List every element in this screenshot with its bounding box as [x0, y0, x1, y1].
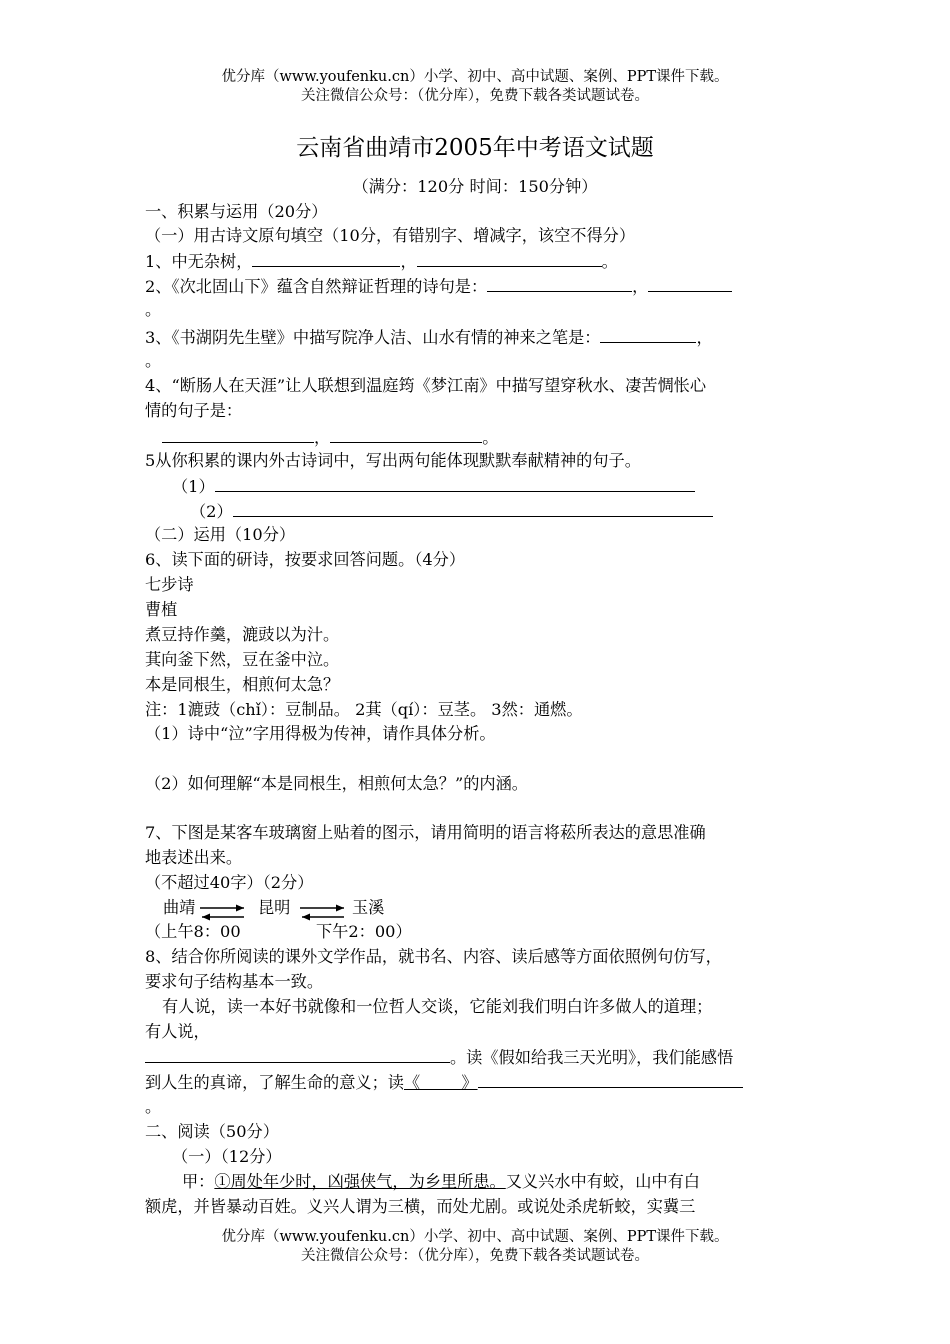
separator-period: 。 — [145, 300, 162, 319]
route-stop-yuxi: 玉溪 — [352, 898, 385, 917]
question-4-line1: 4、“断肠人在天涯”让人联想到温庭筠《梦江南》中描写望穿秋水、凄苦惆怅心 — [145, 376, 707, 395]
poem-title: 七步诗 — [145, 575, 194, 594]
passage-text: 又义兴水中有蛟，山中有白 — [505, 1172, 700, 1191]
question-1-text: 1、中无杂树， — [145, 252, 253, 271]
separator-comma: ， — [696, 328, 713, 347]
question-7-line3: （不超过40字）（2分） — [145, 873, 314, 892]
separator-comma: ， — [400, 252, 417, 271]
question-2 — [145, 275, 732, 298]
subsection-heading-1: （一）用古诗文原句填空（10分，有错别字、增减字，该空不得分） — [145, 226, 636, 245]
question-5-item-1 — [172, 475, 695, 498]
answer-line[interactable] — [215, 475, 695, 492]
route-time-afternoon: 下午2：00） — [316, 922, 412, 941]
question-5: 5从你积累的课内外古诗词中，写出两句能体现默默奉献精神的句子。 — [145, 451, 641, 470]
question-4-answer — [162, 426, 498, 449]
question-8-line1: 8、结合你所阅读的课外文学作品，就书名、内容、读后感等方面依照例句仿写， — [145, 947, 722, 966]
question-8-text: 。读《假如给我三天光明》，我们能感悟 — [450, 1048, 734, 1067]
answer-blank[interactable] — [252, 250, 400, 267]
section-heading-2: 二、阅读（50分） — [145, 1122, 279, 1141]
question-8-line5 — [145, 1046, 733, 1069]
two-way-arrow-icon — [300, 902, 346, 922]
question-8-line2: 要求句子结构基本一致。 — [145, 972, 324, 991]
route-time-morning: （上午8：00 — [145, 922, 241, 941]
separator-comma: ， — [632, 277, 649, 296]
answer-blank[interactable] — [487, 275, 632, 292]
passage-underlined-sentence: ①周处年少时，凶强侠气，为乡里所患。 — [214, 1172, 506, 1191]
poem-author: 曹植 — [145, 600, 178, 619]
answer-blank[interactable] — [648, 275, 732, 292]
answer-line[interactable] — [233, 500, 713, 517]
poem-line-3: 本是同根生，相煎何太急？ — [145, 675, 340, 694]
question-8-line6 — [145, 1071, 743, 1094]
page-header-line1: 优分库（www.youfenku.cn）小学、初中、高中试题、案例、PPT课件下载。 — [221, 69, 729, 85]
poem-line-1: 煮豆持作羹，漉豉以为汁。 — [145, 625, 340, 644]
question-8-line4: 有人说， — [145, 1022, 210, 1041]
two-way-arrow-icon — [200, 902, 246, 922]
answer-blank[interactable] — [600, 326, 696, 343]
question-3-text: 3、《书湖阴先生壁》中描写院净人洁、山水有情的神来之笔是： — [145, 328, 601, 347]
question-1 — [145, 250, 618, 273]
question-4-line2: 情的句子是： — [145, 401, 243, 420]
route-stop-qujing: 曲靖 — [163, 898, 196, 917]
subsection-heading-2: （二）运用（10分） — [145, 525, 296, 544]
item-label: （2） — [190, 502, 233, 521]
exam-title: 云南省曲靖市2005年中考语文试题 — [296, 135, 654, 161]
separator-period: 。 — [601, 252, 618, 271]
reading-subsection-1: （一）（12分） — [172, 1147, 282, 1166]
question-6-2: （2）如何理解“本是同根生，相煎何太急？”的内涵。 — [145, 774, 528, 793]
separator-period: 。 — [145, 1097, 162, 1116]
book-title-blank[interactable]: 《 》 — [404, 1073, 478, 1092]
exam-subtitle: （满分：120分 时间：150分钟） — [352, 177, 598, 196]
question-5-item-2 — [190, 500, 713, 523]
question-7-line2: 地表述出来。 — [145, 848, 243, 867]
separator-period: 。 — [145, 351, 162, 370]
poem-notes: 注：1漉豉（chǐ）：豆制品。 2萁（qí）：豆茎。 3然：通燃。 — [145, 700, 583, 719]
reading-passage-line2: 额虎，并皆暴动百姓。义兴人谓为三横，而处尤剧。或说处杀虎斩蛟，实冀三 — [145, 1197, 696, 1216]
question-8-example: 有人说，读一本好书就像和一位哲人交谈，它能刘我们明白许多做人的道理； — [162, 997, 713, 1016]
answer-blank[interactable] — [478, 1071, 743, 1088]
question-6-1: （1）诗中“泣”字用得极为传神，请作具体分析。 — [145, 724, 496, 743]
reading-passage-line1 — [182, 1171, 700, 1193]
poem-line-2: 萁向釜下然，豆在釜中泣。 — [145, 650, 340, 669]
question-6: 6、读下面的研诗，按要求回答问题。（4分） — [145, 550, 466, 569]
page-header-line2: 关注微信公众号：（优分库），免费下载各类试题试卷。 — [301, 88, 649, 104]
section-heading-1: 一、积累与运用（20分） — [145, 202, 328, 221]
separator-period: 。 — [482, 428, 499, 447]
separator-comma: ， — [314, 428, 331, 447]
question-3 — [145, 326, 713, 349]
answer-blank[interactable] — [145, 1046, 450, 1063]
answer-blank[interactable] — [330, 426, 482, 443]
question-7-line1: 7、下图是某客车玻璃窗上贴着的图示，请用简明的语言将菘所表达的意思准确 — [145, 823, 706, 842]
answer-blank[interactable] — [417, 250, 602, 267]
page-footer-line2: 关注微信公众号：（优分库），免费下载各类试题试卷。 — [301, 1248, 649, 1264]
question-2-text: 2、《次北固山下》蕴含自然辩证哲理的诗句是： — [145, 277, 488, 296]
passage-label: 甲： — [182, 1172, 215, 1191]
answer-blank[interactable] — [162, 426, 314, 443]
question-8-text: 到人生的真谛，了解生命的意义；读 — [145, 1073, 404, 1092]
route-stop-kunming: 昆明 — [258, 898, 291, 917]
page-footer-line1: 优分库（www.youfenku.cn）小学、初中、高中试题、案例、PPT课件下载。 — [221, 1229, 729, 1245]
item-label: （1） — [172, 477, 215, 496]
